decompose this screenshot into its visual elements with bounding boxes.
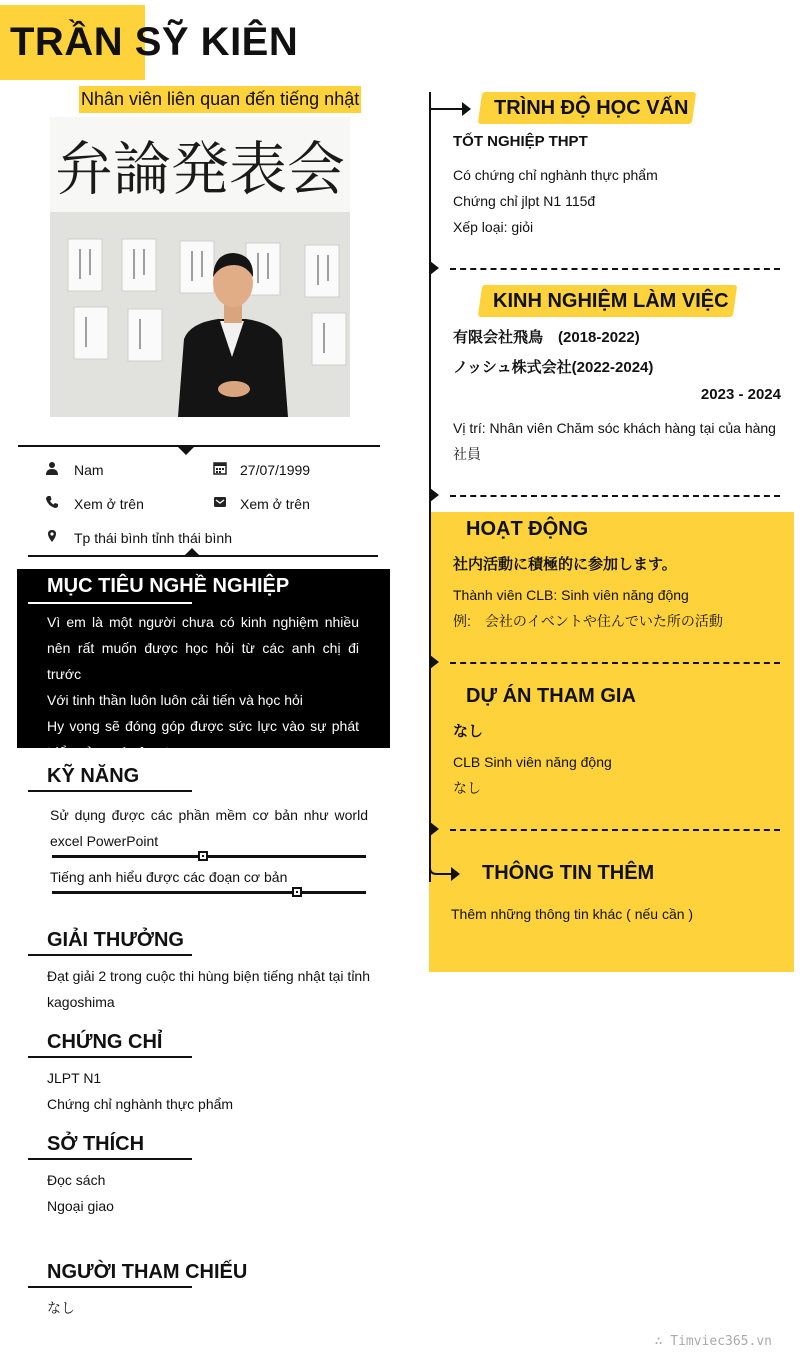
education-details — [453, 162, 658, 240]
objective-title-underline — [28, 602, 192, 604]
certificate-item: Chứng chỉ nghành thực phẩm — [47, 1096, 234, 1112]
phone-icon — [45, 495, 59, 509]
experience-title: KINH NGHIỆM LÀM VIỆC — [493, 290, 729, 312]
education-line: Chứng chỉ jlpt N1 115đ — [453, 193, 596, 209]
projects-subtitle: なし — [453, 723, 484, 740]
additional-arrow-icon — [429, 846, 465, 886]
gender-value: Nam — [74, 462, 104, 478]
activities-details — [453, 582, 723, 634]
projects-title: DỰ ÁN THAM GIA — [466, 685, 636, 707]
phone-value[interactable]: Xem ở trên — [74, 496, 144, 512]
activities-title: HOẠT ĐỘNG — [466, 518, 589, 540]
project-line: なし — [453, 780, 481, 796]
birthday-value: 27/07/1999 — [240, 462, 311, 478]
skills-title: KỸ NĂNG — [47, 765, 140, 787]
section-divider — [450, 268, 780, 270]
section-divider — [450, 829, 780, 831]
activity-line: 例: 会社のイベントや住んでいた所の活動 — [453, 613, 723, 629]
photo-banner-text: 弁論発表会 — [54, 135, 346, 203]
objective-line: Hy vọng sẽ đóng góp được sức lực vào sự phát triển của quý công ty — [47, 718, 359, 760]
certificate-item: JLPT N1 — [47, 1070, 102, 1086]
hobby-item: Đọc sách — [47, 1172, 106, 1188]
location-icon — [45, 529, 59, 543]
education-title: TRÌNH ĐỘ HỌC VẤN — [494, 97, 689, 119]
calendar-icon — [213, 461, 227, 475]
projects-details — [453, 749, 612, 801]
objective-text — [47, 609, 359, 765]
section-divider — [450, 495, 780, 497]
footer-brand[interactable]: ∴ Timviec365.vn — [654, 1334, 772, 1349]
hobbies-title-underline — [28, 1158, 192, 1160]
timeline-marker — [430, 822, 439, 836]
email-icon — [213, 495, 227, 509]
experience-description: Vị trí: Nhân viên Chăm sóc khách hàng tại của hàng 社員 — [453, 420, 776, 462]
profile-photo — [50, 117, 350, 417]
education-connector — [431, 108, 465, 110]
hobby-item: Ngoại giao — [47, 1198, 114, 1214]
skill-2-level-knob[interactable] — [292, 887, 302, 897]
timeline-marker — [430, 261, 439, 275]
skills-title-underline — [28, 790, 192, 792]
education-line: Có chứng chỉ nghành thực phẩm — [453, 167, 658, 183]
timeline-line — [429, 92, 431, 882]
education-line: Xếp loại: giỏi — [453, 219, 534, 235]
objective-title: MỤC TIÊU NGHỀ NGHIỆP — [47, 575, 290, 597]
info-bottom-divider — [28, 555, 378, 557]
experience-company-2: ノッシュ株式会社(2022-2024) — [453, 359, 654, 376]
objective-line: Với tinh thần luôn luôn cải tiến và học hỏi — [47, 692, 303, 708]
activities-subtitle: 社内活動に積極的に参加します。 — [453, 556, 677, 573]
skill-1-label: Sử dụng được các phần mềm cơ bản như world excel PowerPoint — [50, 807, 368, 849]
experience-period: 2023 - 2024 — [700, 386, 781, 403]
education-arrow-icon — [462, 102, 471, 116]
certificates-list — [47, 1065, 233, 1117]
awards-text: Đạt giải 2 trong cuộc thi hùng biện tiếng nhật tại tỉnh kagoshima — [47, 968, 370, 1010]
additional-title: THÔNG TIN THÊM — [482, 862, 655, 884]
references-title-underline — [28, 1286, 192, 1288]
candidate-name: TRẦN SỸ KIÊN — [10, 20, 299, 64]
job-title: Nhân viên liên quan đến tiếng nhật — [79, 86, 361, 113]
timeline-marker — [430, 655, 439, 669]
education-school: TỐT NGHIỆP THPT — [453, 133, 588, 150]
project-line: CLB Sinh viên năng động — [453, 754, 612, 770]
user-icon — [45, 461, 59, 475]
activity-line: Thành viên CLB: Sinh viên năng động — [453, 587, 689, 603]
skill-2-bar — [52, 891, 366, 894]
divider-pointer-down — [178, 447, 194, 455]
awards-title: GIẢI THƯỞNG — [47, 929, 184, 951]
experience-company-1: 有限会社飛鳥 (2018-2022) — [453, 329, 640, 346]
hobbies-title: SỞ THÍCH — [47, 1133, 145, 1155]
skill-1-level-knob[interactable] — [198, 851, 208, 861]
hobbies-list — [47, 1167, 114, 1219]
address-value: Tp thái bình tỉnh thái bình — [74, 530, 232, 546]
references-text: なし — [47, 1300, 75, 1316]
certificates-title-underline — [28, 1056, 192, 1058]
profile-photo-illustration — [50, 117, 350, 417]
awards-title-underline — [28, 954, 192, 956]
email-value[interactable]: Xem ở trên — [240, 496, 310, 512]
objective-line: Vì em là một người chưa có kinh nghiệm nhiều nên rất muốn được học hỏi từ các anh chị đi trước — [47, 614, 359, 682]
references-title: NGƯỜI THAM CHIẾU — [47, 1261, 248, 1283]
additional-text: Thêm những thông tin khác ( nếu cần ) — [451, 906, 694, 922]
info-top-divider — [18, 445, 380, 447]
certificates-title: CHỨNG CHỈ — [47, 1031, 163, 1053]
skill-2-label: Tiếng anh hiểu được các đoạn cơ bản — [50, 869, 288, 885]
timeline-marker — [430, 488, 439, 502]
skill-1-bar — [52, 855, 366, 858]
section-divider — [450, 662, 780, 664]
